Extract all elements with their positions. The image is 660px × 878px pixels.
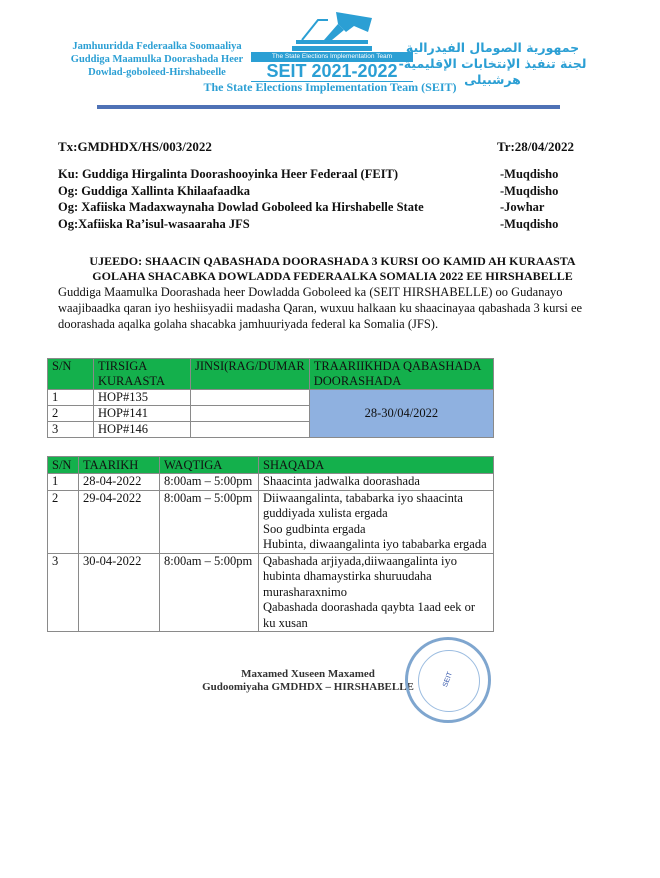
stamp-label: SEIT	[442, 670, 454, 689]
cell-election-date: 28-30/04/2022	[309, 390, 493, 438]
addressee-place: -Jowhar	[500, 200, 545, 214]
cell-sn: 1	[48, 390, 94, 406]
addressee-place: -Muqdisho	[500, 183, 559, 198]
cell-time: 8:00am – 5:00pm	[160, 490, 259, 553]
column-header: S/N	[48, 359, 94, 390]
subject-heading	[55, 254, 610, 284]
task-item: Shaacinta jadwalka doorashada	[263, 474, 420, 488]
table-row	[48, 553, 494, 632]
table-header-row	[48, 457, 494, 474]
table-row	[48, 490, 494, 553]
signatory-title: Gudoomiyaha GMDHDX – HIRSHABELLE	[202, 681, 414, 693]
task-item: Hubinta, diwaangalinta iyo tababarka ergada	[263, 537, 487, 551]
addressee-place: -Muqdisho	[500, 216, 559, 231]
logo-band: The State Elections Implementation Team	[251, 52, 413, 62]
letterhead-line: لجنة تنفيذ الإنتخابات الإقليمية- هرشبيلى	[398, 56, 587, 87]
column-header: SHAQADA	[259, 457, 494, 474]
cell-tasks	[259, 490, 494, 553]
addressee-row	[58, 183, 598, 200]
logo-title: SEIT 2021-2022	[251, 61, 413, 82]
column-header: S/N	[48, 457, 79, 474]
letterhead-line: Dowlad-goboleed-Hirshabeelle	[88, 67, 226, 78]
cell-gender	[191, 390, 310, 406]
cell-sn: 2	[48, 490, 79, 553]
letterhead-divider	[97, 105, 560, 109]
column-header: TRAARIIKHDA QABASHADA DOORASHADA	[309, 359, 493, 390]
cell-sn: 3	[48, 422, 94, 438]
cell-tasks	[259, 553, 494, 632]
addressee-place: -Muqdisho	[500, 167, 559, 181]
cell-seat: HOP#146	[94, 422, 191, 438]
task-item: Qabashada arjiyada,diiwaangalinta iyo hubinta dhamaystirka shuruudaha murasharaxnimo	[263, 553, 458, 599]
addressee-list	[58, 166, 598, 232]
cell-gender	[191, 406, 310, 422]
cell-sn: 1	[48, 474, 79, 491]
column-header: TIRSIGA KURAASTA	[94, 359, 191, 390]
letterhead-subtitle: The State Elections Implementation Team (SEIT)	[203, 80, 457, 94]
ballot-box-icon	[288, 10, 378, 54]
official-stamp-icon	[405, 637, 491, 723]
addressee-name: Og: Guddiga Xallinta Khilaafaadka	[58, 183, 251, 198]
column-header: TAARIKH	[79, 457, 160, 474]
table-header-row	[48, 359, 494, 390]
seats-table	[47, 358, 494, 438]
reference-number: Tx:GMDHDX/HS/003/2022	[58, 139, 212, 154]
letterhead-line: Jamhuuridda Federaalka Soomaaliya	[72, 41, 242, 52]
subject-line: UJEEDO: SHAACIN QABASHADA DOORASHADA 3 KURSI OO KAMID AH KURAASTA	[89, 254, 576, 268]
column-header: JINSI(RAG/DUMAR	[191, 359, 310, 390]
table-row	[48, 474, 494, 491]
signatory-name: Maxamed Xuseen Maxamed	[241, 668, 375, 680]
letterhead-somali-title	[62, 40, 252, 79]
cell-date: 30-04-2022	[79, 553, 160, 632]
cell-sn: 3	[48, 553, 79, 632]
cell-seat: HOP#141	[94, 406, 191, 422]
reference-date: Tr:28/04/2022	[497, 139, 575, 154]
schedule-table	[47, 456, 494, 632]
addressee-row	[58, 166, 598, 183]
cell-seat: HOP#135	[94, 390, 191, 406]
body-paragraph: Guddiga Maamulka Doorashada heer Dowladda Goboleed ka (SEIT HIRSHABELLE) oo Gudanayo waajibaadka qaran iyo heshiisyadii madasha Qaran, wuxuu halkaan ku shaacinayaa qabashada 3 kursi ee doorashada aqalka golaha shacabka jamhuuriyada federal ka Somalia (JFS).	[58, 285, 583, 331]
letterhead	[0, 0, 660, 110]
cell-tasks	[259, 474, 494, 491]
letterhead-line: جمهورية الصومال الفيدرالية	[405, 40, 580, 55]
cell-time: 8:00am – 5:00pm	[160, 474, 259, 491]
task-item: Soo gudbinta ergada	[263, 521, 366, 536]
cell-sn: 2	[48, 406, 94, 422]
letterhead-line: Guddiga Maamulka Doorashada Heer	[70, 54, 244, 65]
task-item: Qabashada doorashada qaybta 1aad eek or ku xusan	[263, 600, 476, 630]
cell-time: 8:00am – 5:00pm	[160, 553, 259, 632]
addressee-name: Ku: Guddiga Hirgalinta Doorashooyinka Heer Federaal (FEIT)	[58, 167, 399, 181]
addressee-row	[58, 216, 598, 233]
cell-date: 29-04-2022	[79, 490, 160, 553]
cell-date: 28-04-2022	[79, 474, 160, 491]
column-header: WAQTIGA	[160, 457, 259, 474]
addressee-name: Og: Xafiiska Madaxwaynaha Dowlad Goboleed ka Hirshabelle State	[58, 200, 424, 214]
subject-line: GOLAHA SHACABKA DOWLADDA FEDERAALKA SOMALIA 2022 EE HIRSHABELLE	[92, 269, 573, 283]
table-row	[48, 390, 494, 406]
task-item: Diiwaangalinta, tababarka iyo shaacinta guddiyada xulista ergada	[263, 490, 463, 520]
cell-gender	[191, 422, 310, 438]
addressee-row	[58, 199, 598, 216]
addressee-name: Og:Xafiiska Ra’isul-wasaaraha JFS	[58, 216, 250, 231]
